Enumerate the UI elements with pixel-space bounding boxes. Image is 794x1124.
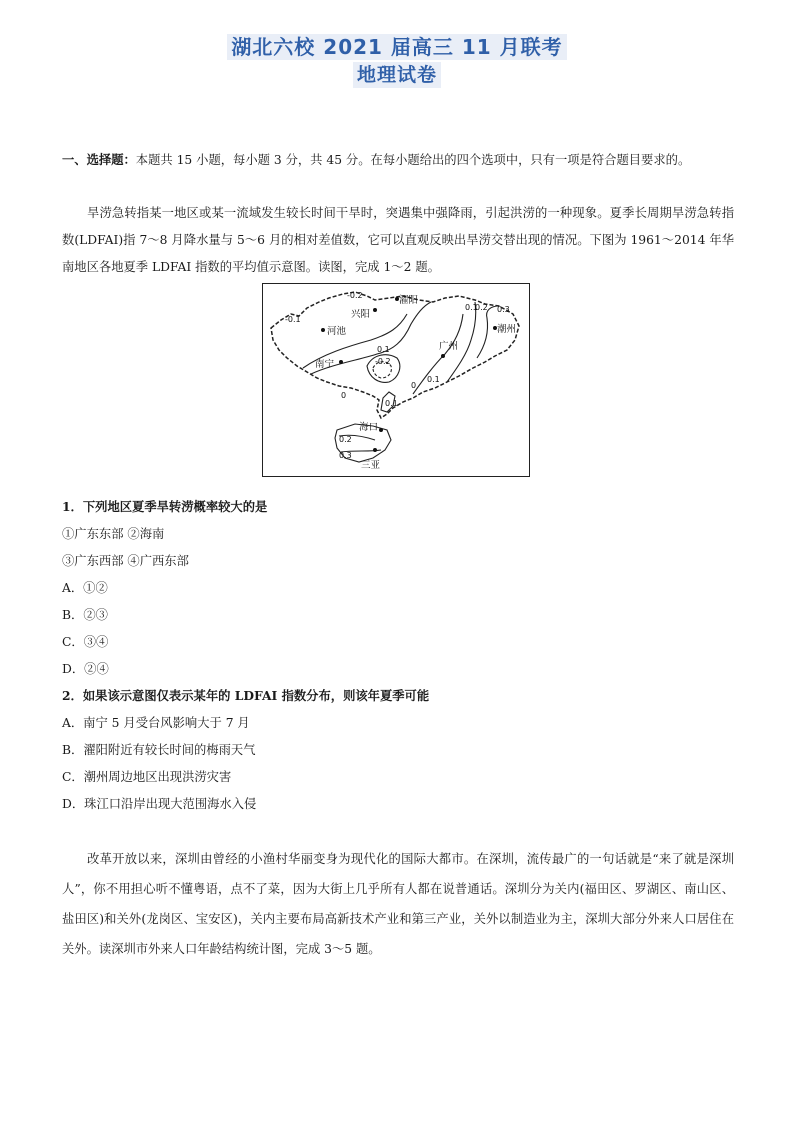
- map-city-label: 海口: [359, 422, 379, 433]
- question-1-stem: 1．下列地区夏季旱转涝概率较大的是: [62, 499, 268, 514]
- contour-label: 0.1: [385, 399, 398, 408]
- map-city-label: 河池: [327, 326, 347, 337]
- exam-title: 湖北六校 2021 届高三 11 月联考: [227, 34, 566, 60]
- ldfai-map: [263, 284, 531, 478]
- question-2-option-a[interactable]: A．南宁 5 月受台风影响大于 7 月: [62, 716, 250, 730]
- question-1-items: ①广东东部 ②海南: [62, 527, 165, 541]
- exam-header: [0, 34, 794, 88]
- question-2-option-c[interactable]: C．潮州周边地区出现洪涝灾害: [62, 770, 232, 784]
- section-instructions: [62, 146, 734, 174]
- exam-subtitle: 地理试卷: [353, 62, 441, 88]
- contour-label: 0: [411, 381, 417, 390]
- question-1-option-c[interactable]: C．③④: [62, 635, 109, 649]
- map-city-label: 潮州: [497, 324, 517, 335]
- map-city-dot: [441, 354, 445, 358]
- contour-label: 0.3: [339, 451, 352, 460]
- map-city-label: 兴阳: [351, 309, 371, 320]
- section-heading: 一、选择题：: [62, 152, 136, 167]
- map-city-dot: [373, 448, 377, 452]
- contour-label: -0.1: [285, 315, 301, 324]
- contour-label: -0.2: [375, 357, 391, 366]
- map-city-label: 濯阳: [399, 295, 419, 306]
- map-city-label: 南宁: [315, 359, 335, 370]
- map-city-dot: [321, 328, 325, 332]
- question-1-option-b[interactable]: B．②③: [62, 608, 108, 622]
- question-2-option-d[interactable]: D．珠江口沿岸出现大范围海水入侵: [62, 797, 257, 811]
- contour-label: 0.1: [377, 345, 390, 354]
- passage-1: 旱涝急转指某一地区或某一流域发生较长时间干旱时，突遇集中强降雨，引起洪涝的一种现象。夏季长周期旱涝急转指数(LDFAI)指 7～8 月降水量与 5～6 月的相对差值数，它可以直观反映出旱涝交替出现的情况。下图为 1961～2014 年华南地区各地夏季 LDFAI 指数的平均值示意图。读图，完成 1～2 题。: [62, 206, 734, 274]
- passage-2: 改革开放以来，深圳由曾经的小渔村华丽变身为现代化的国际大都市。在深圳，流传最广的一句话就是“来了就是深圳人”，你不用担心听不懂粤语，点不了菜，因为大街上几乎所有人都在说普通话。深圳分为关内(福田区、罗湖区、南山区、盐田区)和关外(龙岗区、宝安区)，关内主要布局高新技术产业和第三产业，关外以制造业为主，深圳大部分外来人口居住在关外。读深圳市外来人口年龄结构统计图，完成 3～5 题。: [62, 852, 734, 956]
- map-city-label: 三亚: [361, 460, 381, 471]
- map-city-label: 广州: [439, 341, 459, 352]
- question-1-option-d[interactable]: D．②④: [62, 662, 109, 676]
- map-city-dot: [373, 308, 377, 312]
- contour-label: 0.2: [475, 303, 488, 312]
- question-1-option-a[interactable]: A．①②: [62, 581, 108, 595]
- question-1-items: ③广东西部 ④广西东部: [62, 554, 189, 568]
- ldfai-map-figure: [262, 283, 530, 477]
- map-city-dot: [379, 428, 383, 432]
- contour-label: 0: [341, 391, 347, 400]
- section-instructions-text: 本题共 15 小题，每小题 3 分，共 45 分。在每小题给出的四个选项中，只有一项是符合题目要求的。: [135, 153, 691, 167]
- question-2-option-b[interactable]: B．濯阳附近有较长时间的梅雨天气: [62, 743, 256, 757]
- contour-label: 0.1: [427, 375, 440, 384]
- contour-label: 0.3: [497, 305, 510, 314]
- contour-label: -0.2: [347, 291, 363, 300]
- contour-label: 0.2: [339, 435, 352, 444]
- map-city-dot: [339, 360, 343, 364]
- question-2-stem: 2．如果该示意图仅表示某年的 LDFAI 指数分布，则该年夏季可能: [62, 688, 430, 703]
- contour-label: 0.1: [465, 303, 478, 312]
